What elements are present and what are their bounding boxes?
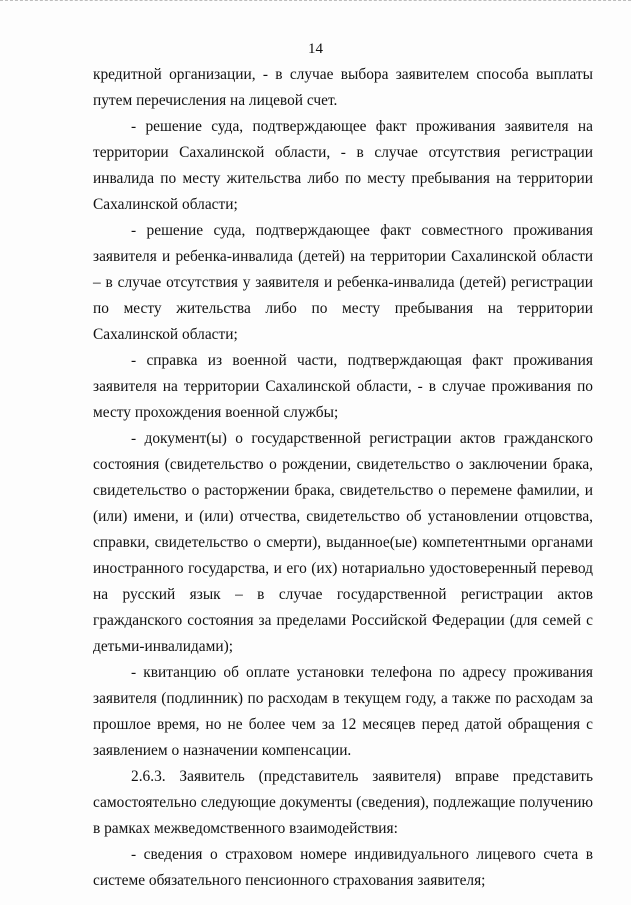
- paragraph-civil-registration-documents: - документ(ы) о государственной регистрации актов гражданского состояния (свидетельство о рождении, свидетельство о заключении брака, свидетельство о расторжении брака, свидетельство о перемене фамилии, и (или) имени, и (или) отчества, свидетельство об установлении отцовства, справки, свидетельство о смерти), выданное(ые) компетентными органами иностранного государства, и его (их) нотариально удостоверенный перевод на русский язык – в случае государственной регистрации актов гражданского состояния за пределами Российской Федерации (для семей с детьми-инвалидами);: [93, 430, 593, 655]
- paragraph-insurance-number: - сведения о страховом номере индивидуального лицевого счета в системе обязательного пенсионного страхования заявителя;: [93, 846, 593, 889]
- page-number: 14: [308, 41, 323, 57]
- paragraph-court-decision-cohabitation: - решение суда, подтверждающее факт совместного проживания заявителя и ребенка-инвалида (детей) на территории Сахалинской области – в случае отсутствия у заявителя и ребенка-инвалида (детей) регистрации по месту жительства либо по месту пребывания на территории Сахалинской области;: [93, 222, 593, 343]
- paragraph-military-certificate: - справка из военной части, подтверждающая факт проживания заявителя на территории Сахалинской области, - в случае проживания по месту прохождения военной службы;: [93, 352, 593, 421]
- paragraph-continuation: кредитной организации, - в случае выбора заявителем способа выплаты путем перечисления на лицевой счет.: [93, 66, 593, 109]
- paragraph-section-2-6-3: 2.6.3. Заявитель (представитель заявителя) вправе представить самостоятельно следующие документы (сведения), подлежащие получению в рамках межведомственного взаимодействия:: [93, 768, 593, 837]
- paragraph-phone-receipt: - квитанцию об оплате установки телефона по адресу проживания заявителя (подлинник) по расходам в текущем году, а также по расходам за прошлое время, но не более чем за 12 месяцев перед датой обращения с заявлением о назначении компенсации.: [93, 664, 593, 759]
- scan-top-edge: [0, 0, 631, 3]
- document-body: [93, 62, 593, 894]
- paragraph-court-decision-residence: - решение суда, подтверждающее факт проживания заявителя на территории Сахалинской области, - в случае отсутствия регистрации инвалида по месту жительства либо по месту пребывания на территории Сахалинской области;: [93, 118, 593, 213]
